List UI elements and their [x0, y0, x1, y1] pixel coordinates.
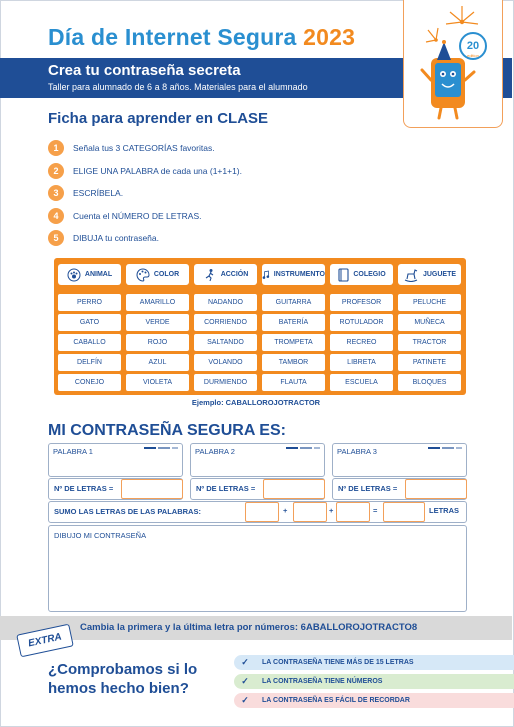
step-text: ELIGE UNA PALABRA de cada una (1+1+1). — [73, 166, 242, 176]
step-text: ESCRÍBELA. — [73, 188, 124, 198]
word-cell[interactable]: CABALLO — [58, 334, 121, 351]
badge-number: 20 — [466, 40, 480, 52]
word-cell[interactable]: DELFÍN — [58, 354, 121, 371]
word-cell[interactable]: TROMPETA — [262, 334, 325, 351]
step-number: 1 — [48, 140, 64, 156]
word-cell[interactable]: CONEJO — [58, 374, 121, 391]
dash-decoration — [158, 447, 170, 449]
word-cell[interactable]: PERRO — [58, 294, 121, 311]
word-2-label: PALABRA 2 — [195, 447, 235, 456]
dash-decoration — [456, 447, 462, 449]
letter-count-1-input[interactable] — [121, 479, 183, 499]
mascot-illustration — [404, 0, 502, 127]
title-year: 2023 — [303, 24, 356, 50]
word-cell[interactable]: VERDE — [126, 314, 189, 331]
category-label: COLOR — [153, 271, 180, 278]
sum-total-input[interactable] — [383, 502, 425, 522]
step-1 — [48, 140, 215, 156]
checklist-item-text: LA CONTRASEÑA TIENE NÚMEROS — [262, 678, 383, 685]
dash-decoration — [442, 447, 454, 449]
plus-sign: + — [329, 506, 334, 515]
rocking-horse-icon — [403, 268, 419, 282]
word-cell[interactable]: RECREO — [330, 334, 393, 351]
check-icon: ✓ — [241, 695, 249, 705]
word-cell[interactable]: VOLANDO — [194, 354, 257, 371]
step-text: Cuenta el NÚMERO DE LETRAS. — [73, 211, 202, 221]
checklist-item-2[interactable] — [234, 674, 514, 689]
dash-decoration — [286, 447, 298, 449]
dash-decoration — [300, 447, 312, 449]
title-main: Día de Internet Segura — [48, 24, 297, 50]
step-number: 2 — [48, 163, 64, 179]
letter-count-3-input[interactable] — [405, 479, 467, 499]
word-cell[interactable]: PELUCHE — [398, 294, 461, 311]
step-number: 3 — [48, 185, 64, 201]
category-header-color[interactable] — [126, 264, 189, 285]
category-header-instrumento[interactable] — [262, 264, 325, 285]
word-cell[interactable]: ESCUELA — [330, 374, 393, 391]
word-2-field[interactable] — [190, 443, 325, 477]
word-cell[interactable]: MUÑECA — [398, 314, 461, 331]
word-cell[interactable]: ROJO — [126, 334, 189, 351]
category-label: JUGUETE — [422, 271, 457, 278]
mascot-box — [403, 0, 503, 128]
example-password: Ejemplo: CABALLOROJOTRACTOR — [191, 398, 321, 407]
palette-icon — [136, 268, 150, 282]
word-cell[interactable]: FLAUTA — [262, 374, 325, 391]
word-3-label: PALABRA 3 — [337, 447, 377, 456]
word-cell[interactable]: VIOLETA — [126, 374, 189, 391]
category-header-juguete[interactable] — [398, 264, 461, 285]
step-number: 5 — [48, 230, 64, 246]
dash-decoration — [144, 447, 156, 449]
category-label: COLEGIO — [353, 271, 386, 278]
word-1-label: PALABRA 1 — [53, 447, 93, 456]
notebook-icon — [337, 268, 349, 282]
word-cell[interactable]: LIBRETA — [330, 354, 393, 371]
word-cell[interactable]: BLOQUES — [398, 374, 461, 391]
word-cell[interactable]: AZUL — [126, 354, 189, 371]
step-3 — [48, 185, 123, 201]
word-1-field[interactable] — [48, 443, 183, 477]
worksheet-subtitle: Ficha para aprender en CLASE — [48, 110, 269, 127]
category-label: ACCIÓN — [220, 271, 249, 278]
check-icon: ✓ — [241, 657, 249, 667]
step-number: 4 — [48, 208, 64, 224]
password-heading: MI CONTRASEÑA SEGURA ES: — [48, 422, 286, 439]
word-cell[interactable]: GATO — [58, 314, 121, 331]
sum-input-1[interactable] — [245, 502, 279, 522]
word-cell[interactable]: SALTANDO — [194, 334, 257, 351]
count-label: Nº DE LETRAS = — [196, 484, 256, 493]
paw-icon — [67, 268, 81, 282]
word-cell[interactable]: PATINETE — [398, 354, 461, 371]
category-label: ANIMAL — [84, 271, 113, 278]
word-cell[interactable]: GUITARRA — [262, 294, 325, 311]
sum-input-2[interactable] — [293, 502, 327, 522]
dash-decoration — [428, 447, 440, 449]
extra-tag: EXTRA — [16, 624, 74, 658]
check-icon: ✓ — [241, 676, 249, 686]
word-cell[interactable]: AMARILLO — [126, 294, 189, 311]
letters-label: LETRAS — [429, 506, 459, 515]
extra-text: Cambia la primera y la última letra por números: 6ABALLOROJOTRACTO8 — [80, 622, 418, 633]
word-cell[interactable]: PROFESOR — [330, 294, 393, 311]
plus-sign: + — [283, 506, 288, 515]
page-title — [48, 24, 355, 51]
word-cell[interactable]: TRACTOR — [398, 334, 461, 351]
checklist-item-text: LA CONTRASEÑA ES FÁCIL DE RECORDAR — [262, 697, 410, 704]
category-header-accion[interactable] — [194, 264, 257, 285]
equals-sign: = — [373, 506, 378, 515]
step-text: Señala tus 3 CATEGORÍAS favoritas. — [73, 143, 215, 153]
letter-count-2-input[interactable] — [263, 479, 325, 499]
step-2 — [48, 163, 242, 179]
category-header-colegio[interactable] — [330, 264, 393, 285]
band-subtitle: Taller para alumnado de 6 a 8 años. Materiales para el alumnado — [48, 82, 308, 92]
music-note-icon — [262, 268, 270, 282]
checklist-item-text: LA CONTRASEÑA TIENE MÁS DE 15 LETRAS — [262, 659, 414, 666]
sum-input-3[interactable] — [336, 502, 370, 522]
word-cell[interactable]: BATERÍA — [262, 314, 325, 331]
count-label: Nº DE LETRAS = — [338, 484, 398, 493]
drawing-label: DIBUJO MI CONTRASEÑA — [54, 531, 147, 540]
count-label: Nº DE LETRAS = — [54, 484, 114, 493]
running-icon — [203, 268, 217, 282]
step-5 — [48, 230, 159, 246]
word-cell[interactable]: NADANDO — [194, 294, 257, 311]
dash-decoration — [314, 447, 320, 449]
drawing-area[interactable] — [48, 525, 467, 612]
step-text: DIBUJA tu contraseña. — [73, 233, 159, 243]
word-cell[interactable]: ROTULADOR — [330, 314, 393, 331]
word-cell[interactable]: TAMBOR — [262, 354, 325, 371]
checklist-item-1[interactable] — [234, 655, 514, 670]
sum-label: SUMO LAS LETRAS DE LAS PALABRAS: — [54, 507, 201, 516]
category-header-animal[interactable] — [58, 264, 121, 285]
dash-decoration — [172, 447, 178, 449]
badge-text: edition — [467, 53, 479, 58]
checklist-item-3[interactable] — [234, 693, 514, 708]
word-cell[interactable]: DURMIENDO — [194, 374, 257, 391]
checklist-question: ¿Comprobamos si lo hemos hecho bien? — [48, 661, 198, 697]
category-label: INSTRUMENTO — [273, 271, 325, 278]
category-grid — [54, 258, 466, 395]
band-title: Crea tu contraseña secreta — [48, 62, 241, 79]
step-4 — [48, 208, 201, 224]
word-cell[interactable]: CORRIENDO — [194, 314, 257, 331]
word-3-field[interactable] — [332, 443, 467, 477]
